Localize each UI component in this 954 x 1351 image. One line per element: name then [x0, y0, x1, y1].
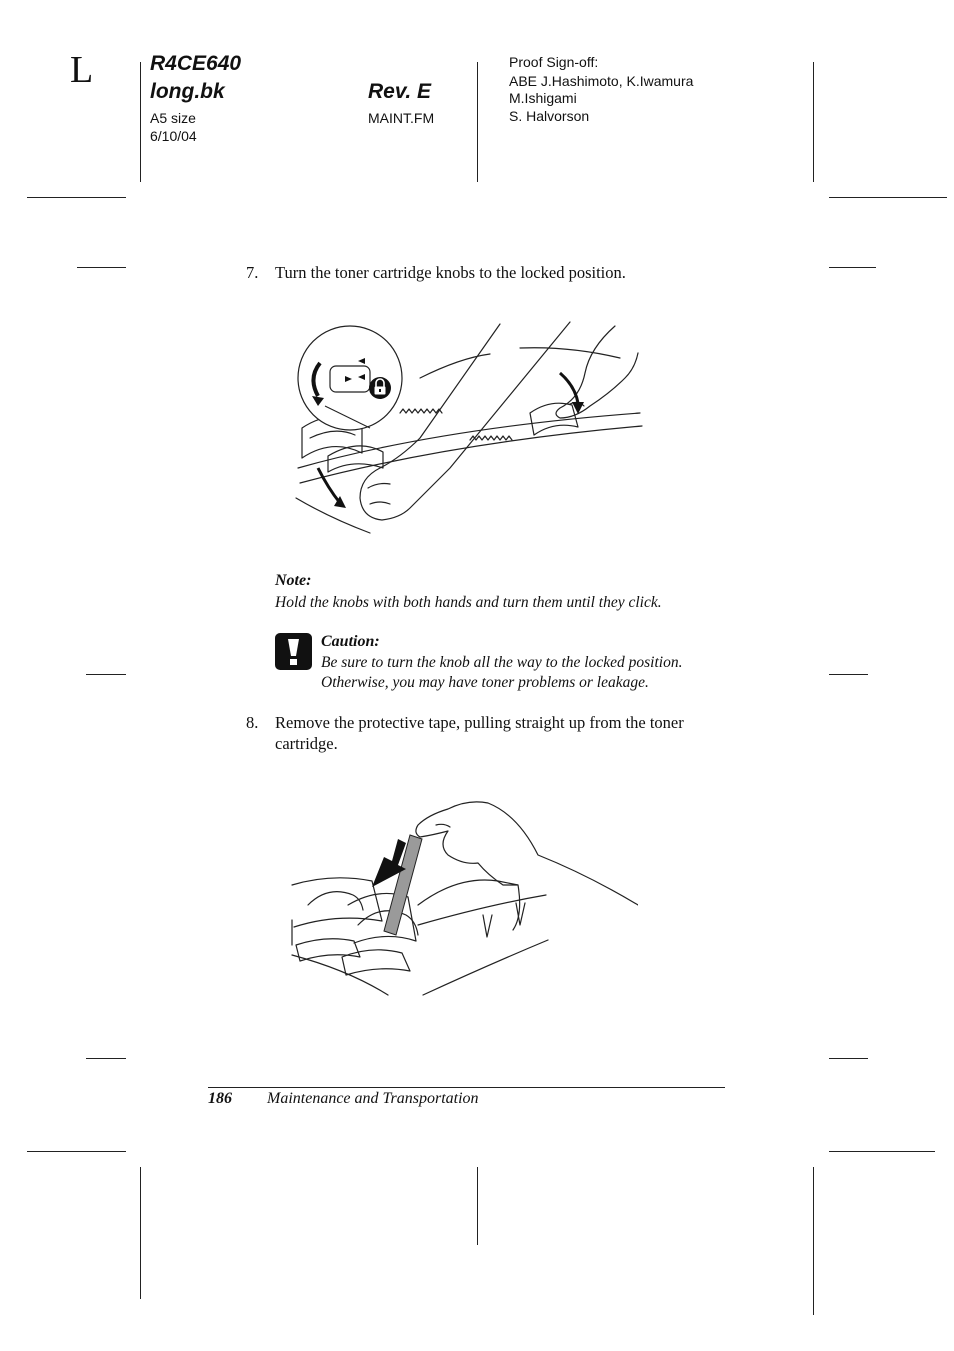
footer-rule — [208, 1087, 725, 1088]
step-text-line: cartridge. — [275, 734, 338, 753]
revision: Rev. E — [368, 80, 432, 103]
doc-date: 6/10/04 — [150, 128, 197, 144]
note-title: Note: — [275, 572, 312, 589]
file-name: MAINT.FM — [368, 110, 435, 126]
step-number: 7. — [246, 263, 259, 282]
page-side-letter: L — [70, 49, 94, 91]
book-name: long.bk — [150, 80, 225, 103]
crop-mark — [477, 1167, 478, 1245]
lock-icon — [369, 377, 391, 399]
crop-mark — [27, 197, 126, 198]
crop-mark — [27, 1151, 126, 1152]
page-size: A5 size — [150, 110, 196, 126]
crop-mark — [829, 197, 947, 198]
illustration-remove-tape — [288, 795, 638, 1000]
crop-mark — [813, 62, 814, 182]
step-text: Turn the toner cartridge knobs to the locked position. — [275, 263, 626, 282]
crop-mark — [813, 1167, 814, 1315]
doc-code: R4CE640 — [150, 52, 242, 75]
crop-mark — [77, 267, 126, 268]
crop-mark — [86, 674, 126, 675]
section-title: Maintenance and Transportation — [267, 1090, 479, 1107]
crop-mark — [829, 1151, 935, 1152]
crop-mark — [140, 62, 141, 182]
crop-mark — [829, 1058, 868, 1059]
page-number: 186 — [208, 1090, 232, 1107]
crop-mark — [829, 674, 868, 675]
caution-text-line: Otherwise, you may have toner problems or leakage. — [321, 674, 649, 691]
step-number: 8. — [246, 713, 259, 732]
proof-line: M.Ishigami — [509, 90, 577, 106]
exclamation-icon — [275, 633, 312, 670]
crop-mark — [140, 1167, 141, 1299]
note-text: Hold the knobs with both hands and turn them until they click. — [275, 594, 662, 611]
caution-text-line: Be sure to turn the knob all the way to the locked position. — [321, 654, 683, 671]
crop-mark — [86, 1058, 126, 1059]
caution-title: Caution: — [321, 633, 380, 650]
crop-mark — [477, 62, 478, 182]
crop-mark — [829, 267, 876, 268]
proof-title: Proof Sign-off: — [509, 54, 599, 70]
proof-line: S. Halvorson — [509, 108, 590, 124]
step-text-line: Remove the protective tape, pulling straight up from the toner — [275, 713, 684, 732]
proof-line: ABE J.Hashimoto, K.Iwamura — [509, 73, 694, 89]
illustration-turn-knobs — [290, 318, 650, 540]
